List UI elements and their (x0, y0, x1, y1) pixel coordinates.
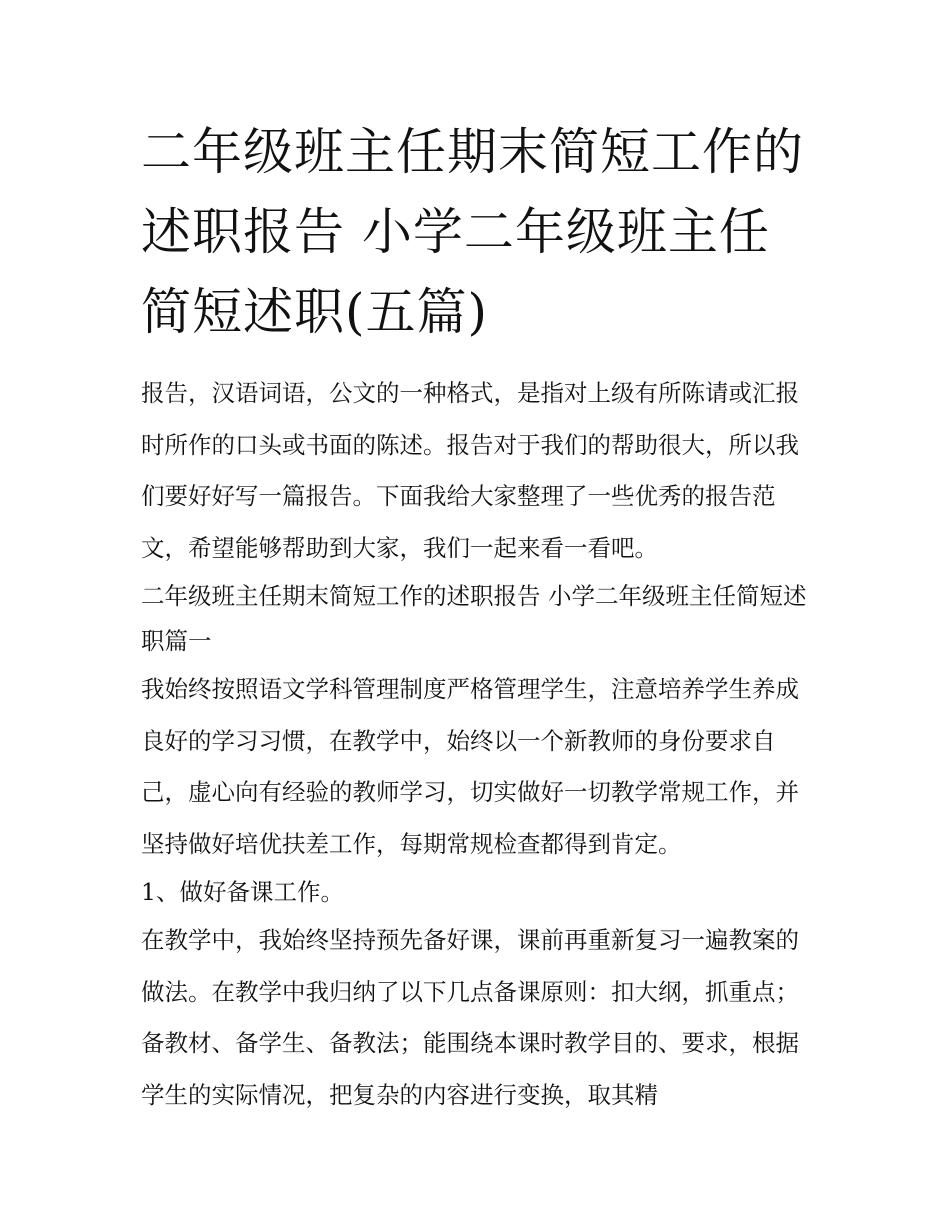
document-page (141, 112, 817, 1121)
intro-paragraph: 报告，汉语词语，公文的一种格式，是指对上级有所陈请或汇报时所作的口头或书面的陈述。报告对于我们的帮助很大，所以我们要好好写一篇报告。下面我给大家整理了一些优秀的报告范文，希望能够帮助到大家，我们一起来看一看吧。 (141, 379, 799, 562)
document-title: 二年级班主任期末简短工作的述职报告 小学二年级班主任简短述职(五篇) (141, 123, 804, 341)
section-heading: 二年级班主任期末简短工作的述职报告 小学二年级班主任简短述职篇一 (141, 582, 807, 655)
list-heading-1: 1、做好备课工作。 (141, 878, 344, 906)
body-paragraph-2: 在教学中，我始终坚持预先备好课，课前再重新复习一遍教案的做法。在教学中我归纳了以下几点备课原则：扣大纲，抓重点；备教材、备学生、备教法；能围绕本课时教学目的、要求，根据学生的实际情况，把复杂的内容进行变换，取其精 (141, 926, 799, 1109)
body-paragraph-1: 我始终按照语文学科管理制度严格管理学生，注意培养学生养成良好的学习习惯，在教学中，始终以一个新教师的身份要求自己，虚心向有经验的教师学习，切实做好一切教学常规工作，并坚持做好培优扶差工作，每期常规检查都得到肯定。 (141, 675, 799, 858)
